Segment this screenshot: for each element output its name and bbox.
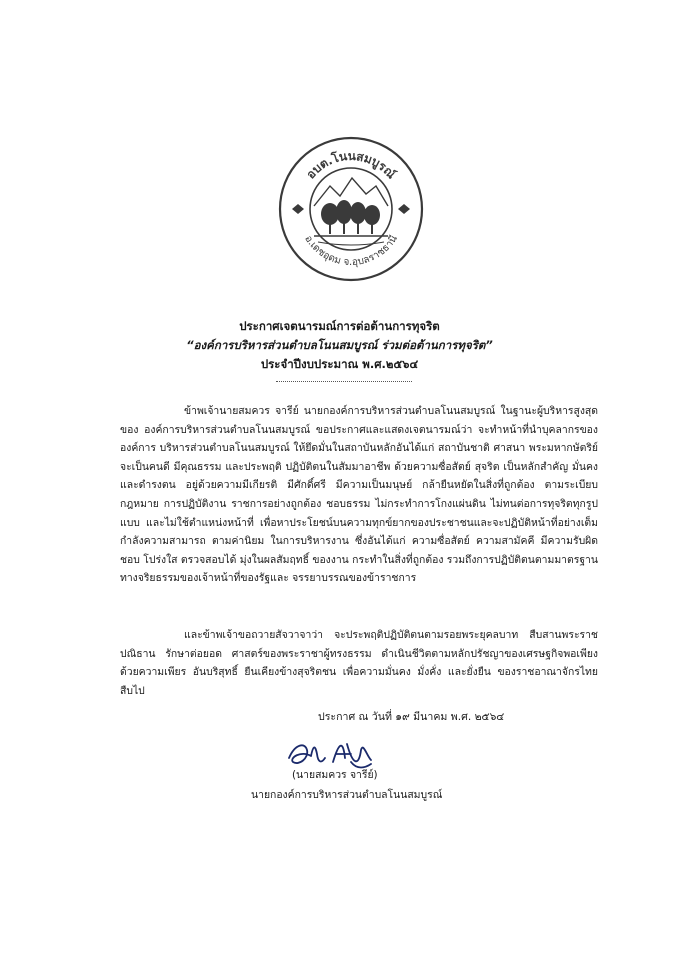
svg-text:อบต.โนนสมบูรณ์ <box>303 149 398 181</box>
signatory-position: นายกองค์การบริหารส่วนตำบลโนนสมบูรณ์ <box>251 789 443 801</box>
heading-line-3: ประจำปีงบประมาณ พ.ศ.๒๕๖๔ <box>260 357 419 371</box>
body-paragraph-2 <box>120 626 598 700</box>
seal-bottom-text: อ.เดชอุดม จ.อุบลราชธานี <box>302 233 400 269</box>
paragraph-2-text: และข้าพเจ้าขอถวายสัจวาจาว่า จะประพฤติปฏิบัติตนตามรอยพระยุคลบาท สืบสานพระราชปณิธาน รักษาต่อยอด ศาสตร์ของพระราชาผู้ทรงธรรม ดำเนินชีวิตตามหลักปรัชญาของเศรษฐกิจพอเพียง ด้วยความเพียร อันบริสุทธิ์ ยืนเคียงข้างสุจริตชน เพื่อความมั่นคง มั่งคั่ง และยั่งยืน ของราชอาณาจักรไทยสืบไป <box>120 629 598 697</box>
paragraph-1-text: ข้าพเจ้านายสมควร จารีย์ นายกองค์การบริหารส่วนตำบลโนนสมบูรณ์ ในฐานะผู้บริหารสูงสุดของ องค์การบริหารส่วนตำบลโนนสมบูรณ์ ขอประกาศและแสดงเจตนารมณ์ว่า จะทำหน้าที่นำบุคลากรขององค์การ บริหารส่วนตำบลโนนสมบูรณ์ ให้ยึดมั่นในสถาบันหลักอันได้แก่ สถาบันชาติ ศาสนา พระมหากษัตริย์ จะเป็นคนดี มีคุณธรรม และประพฤติ ปฏิบัติตนในสัมมาอาชีพ ด้วยความซื่อสัตย์ สุจริต เป็นหลักสำคัญ มั่นคง และดำรงตน อยู่ด้วยความมีเกียรติ มีศักดิ์ศรี มีความเป็นมนุษย์ กล้ายืนหยัดในสิ่งที่ถูกต้อง ตามระเบียบ กฎหมาย การปฏิบัติงาน ราชการอย่างถูกต้อง ชอบธรรม ไม่กระทำการโกงแผ่นดิน ไม่ทนต่อการทุจริตทุกรูปแบบ และไม่ใช้ตำแหน่งหน้าที่ เพื่อหาประโยชน์บนความทุกข์ยากของประชาชนและจะปฏิบัติหน้าที่อย่างเต็มกำลังความสามารถ ตามค่านิยม ในการบริหารงาน ซึ่งอันได้แก่ ความซื่อสัตย์ ความสามัคคี มีความรับผิดชอบ โปร่งใส ตรวจสอบได้ มุ่งในผลสัมฤทธิ์ ของงาน กระทำในสิ่งที่ถูกต้อง รวมถึงการปฏิบัติตนตามมาตรฐานทางจริยธรรมของเจ้าหน้าที่ของรัฐและ จรรยาบรรณของข้าราชการ <box>120 405 598 585</box>
seal-top-text: อบต.โนนสมบูรณ์ <box>303 148 399 182</box>
announcement-date: ประกาศ ณ วันที่ ๑๙ มีนาคม พ.ศ. ๒๕๖๔ <box>318 711 505 723</box>
heading-line-1: ประกาศเจตนารมณ์การต่อต้านการทุจริต <box>239 319 440 333</box>
heading-line-2: “องค์การบริหารส่วนตำบลโนนสมบูรณ์ ร่วมต่อต้านการทุจริต” <box>186 338 493 352</box>
announcement-heading <box>0 317 679 374</box>
organization-seal <box>278 136 424 282</box>
body-paragraph-1 <box>120 402 598 588</box>
dotted-divider <box>276 381 412 382</box>
signatory-name: (นายสมควร จารีย์) <box>292 769 378 781</box>
